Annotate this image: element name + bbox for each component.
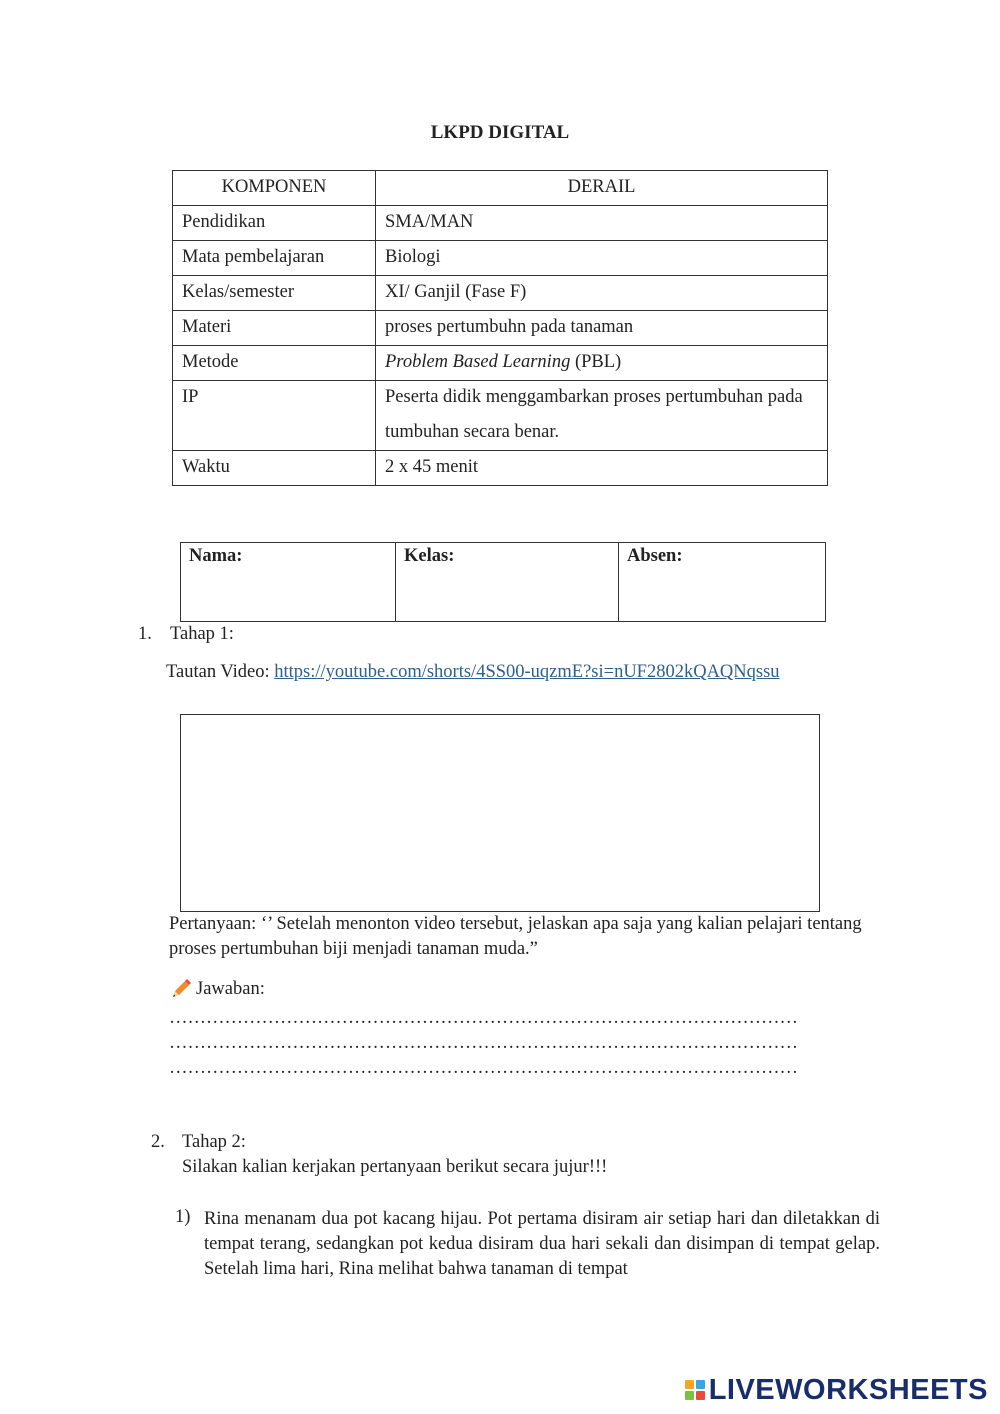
info-table-header	[173, 171, 828, 206]
answer-line-1[interactable]: …………………………………………………………………………………………	[169, 1008, 798, 1028]
class-field[interactable]	[396, 543, 619, 622]
row-value	[376, 381, 828, 451]
name-field[interactable]	[181, 543, 396, 622]
logo-mark-icon	[685, 1380, 705, 1400]
info-table	[172, 170, 828, 486]
table-row	[173, 346, 828, 381]
question-1-number: 1)	[175, 1207, 191, 1227]
stage1-number: 1.	[138, 624, 152, 644]
row-value: 2 x 45 menit	[376, 451, 828, 486]
student-info-table	[180, 542, 826, 622]
row-value: proses pertumbuhn pada tanaman	[376, 311, 828, 346]
table-row	[173, 241, 828, 276]
row-label: Pendidikan	[173, 206, 376, 241]
video-embed-box[interactable]	[180, 714, 820, 912]
answer-label-row	[170, 978, 265, 1000]
table-row	[173, 276, 828, 311]
header-komponen: KOMPONEN	[173, 171, 376, 206]
method-italic: Problem Based Learning	[385, 352, 571, 372]
video-link[interactable]: https://youtube.com/shorts/4SS00-uqzmE?si=nUF2802kQAQNqssu	[274, 662, 780, 682]
stage2-title: Tahap 2:	[182, 1132, 246, 1152]
question-1-text: Rina menanam dua pot kacang hijau. Pot pertama disiram air setiap hari dan diletakkan di tempat terang, sedangkan pot kedua disiram dua hari sekali dan disimpan di tempat gelap. Setelah lima hari, Rina melihat bahwa tanaman di tempat	[204, 1209, 880, 1279]
page-title: LKPD DIGITAL	[430, 122, 570, 143]
row-label: Materi	[173, 311, 376, 346]
stage1-question: Pertanyaan: ‘’ Setelah menonton video tersebut, jelaskan apa saja yang kalian pelajari tentang proses pertumbuhan biji menjadi tanaman muda.”	[169, 914, 862, 959]
class-label: Kelas:	[404, 546, 455, 566]
answer-line-3[interactable]: …………………………………………………………………………………………	[169, 1058, 798, 1078]
answer-label: Jawaban:	[196, 978, 265, 999]
liveworksheets-logo	[685, 1374, 988, 1406]
stage1-title: Tahap 1:	[170, 624, 234, 644]
table-row	[173, 451, 828, 486]
row-value: Biologi	[376, 241, 828, 276]
row-value: XI/ Ganjil (Fase F)	[376, 276, 828, 311]
stage2-number: 2.	[151, 1132, 165, 1152]
absent-field[interactable]	[619, 543, 826, 622]
row-label: Mata pembelajaran	[173, 241, 376, 276]
row-label: Metode	[173, 346, 376, 381]
ip-text: Peserta didik menggambarkan proses pertumbuhan pada tumbuhan secara benar.	[385, 387, 803, 442]
row-value	[376, 346, 828, 381]
header-detail: DERAIL	[376, 171, 828, 206]
video-link-line	[166, 662, 780, 683]
row-label: Waktu	[173, 451, 376, 486]
answer-line-2[interactable]: …………………………………………………………………………………………	[169, 1033, 798, 1053]
method-rest: (PBL)	[570, 352, 622, 372]
row-label: Kelas/semester	[173, 276, 376, 311]
video-label: Tautan Video:	[166, 662, 275, 682]
row-value: SMA/MAN	[376, 206, 828, 241]
table-row	[173, 311, 828, 346]
table-row	[173, 206, 828, 241]
logo-text: LIVEWORKSHEETS	[708, 1373, 988, 1406]
absent-label: Absen:	[627, 546, 683, 566]
table-row	[173, 381, 828, 451]
row-label: IP	[173, 381, 376, 451]
stage2-instruction: Silakan kalian kerjakan pertanyaan berikut secara jujur!!!	[182, 1157, 608, 1177]
name-label: Nama:	[189, 546, 243, 566]
pencil-icon	[170, 978, 192, 1000]
